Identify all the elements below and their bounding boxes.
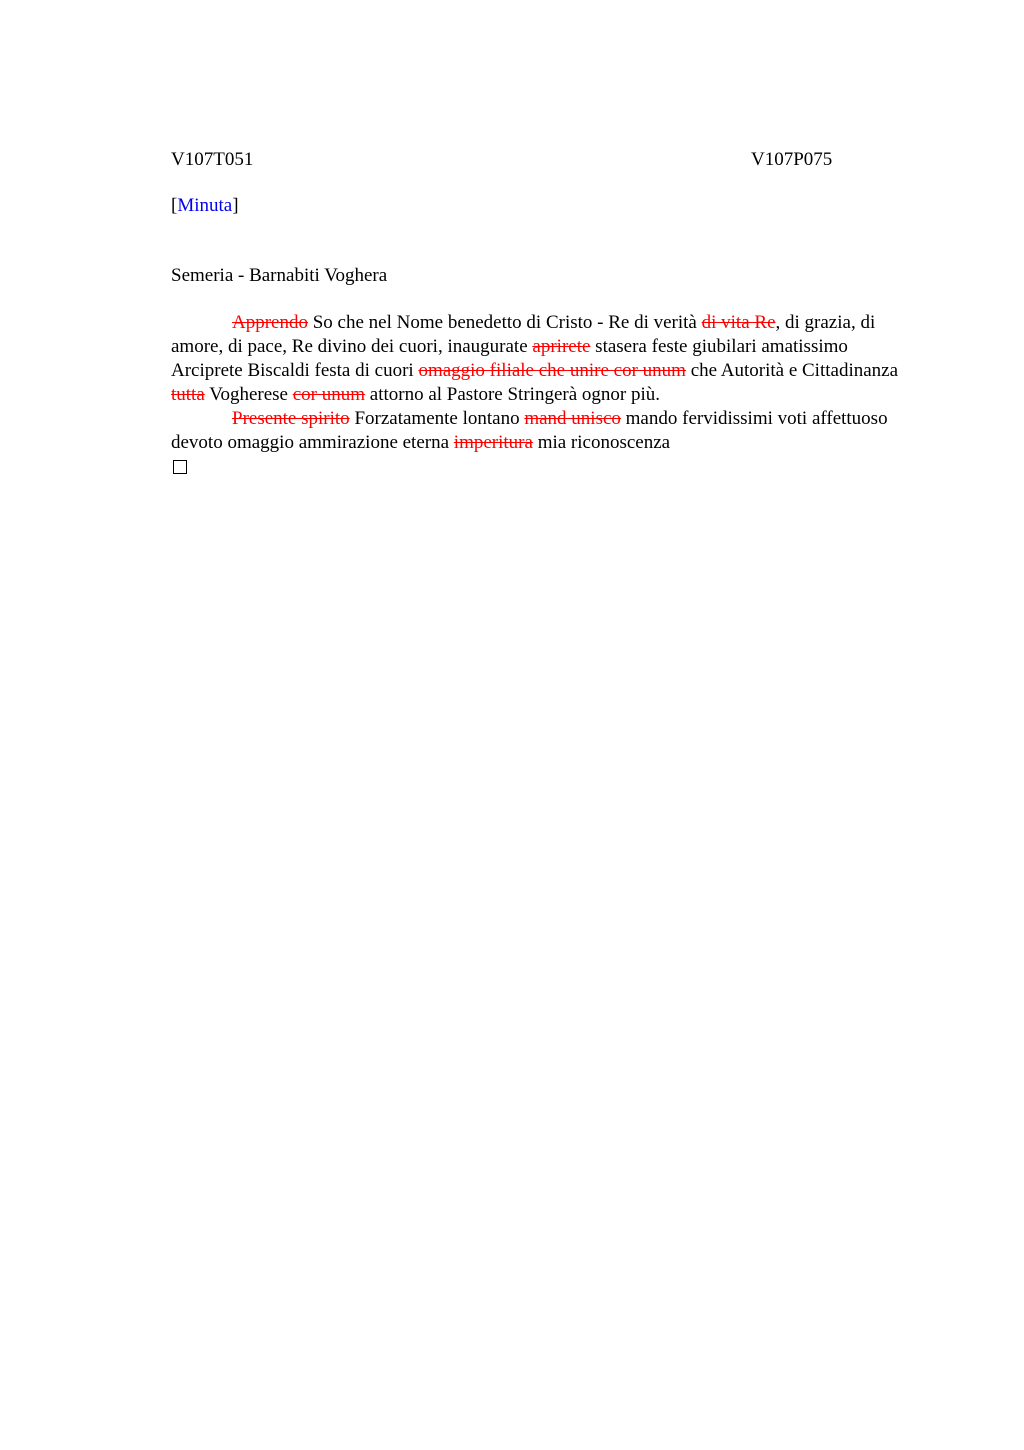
close-bracket: ] — [232, 195, 239, 216]
body-text-segment: stasera feste giubilari amatissimo Arciprete Biscaldi festa di cuori — [171, 336, 848, 381]
deleted-text: imperitura — [453, 432, 533, 453]
deleted-text: tutta — [171, 384, 205, 405]
body-text-segment: mia riconoscenza — [532, 432, 671, 453]
body-paragraph — [171, 407, 916, 455]
open-bracket: [ — [171, 195, 178, 216]
body-text-segment: Vogherese — [204, 384, 293, 405]
body-text-segment: So che nel Nome benedetto di Cristo - Re di verità — [307, 312, 702, 333]
telegram-body — [171, 311, 916, 455]
deleted-text: Apprendo — [232, 312, 308, 333]
deleted-text: Presente spirito — [232, 408, 350, 429]
deleted-text: omaggio filiale che unire cor unum — [418, 360, 686, 381]
deleted-text: di vita Re — [701, 312, 776, 333]
document-code-right: V107P075 — [751, 149, 833, 170]
body-text-segment: mando fervidissimi voti affettuoso devoto omaggio ammirazione eterna — [171, 408, 888, 453]
square-outline-icon — [173, 460, 187, 474]
addressee-line: Semeria - Barnabiti Voghera — [171, 265, 388, 286]
document-header — [171, 144, 916, 172]
body-paragraph — [171, 311, 916, 407]
body-text-segment: , di grazia, di amore, di pace, Re divino dei cuori, inaugurate — [171, 312, 876, 357]
body-text-segment: che Autorità e Cittadinanza — [685, 360, 899, 381]
deleted-text: aprirete — [532, 336, 591, 357]
document-type — [171, 194, 916, 218]
deleted-text: cor unum — [292, 384, 366, 405]
deleted-text: mand unisco — [524, 408, 621, 429]
document-code-left: V107T051 — [171, 149, 254, 170]
document-type-link[interactable]: Minuta — [177, 195, 233, 216]
body-text-segment: Forzatamente lontano — [349, 408, 525, 429]
body-text-segment: attorno al Pastore Stringerà ognor più. — [365, 384, 660, 405]
document-page — [171, 144, 916, 474]
